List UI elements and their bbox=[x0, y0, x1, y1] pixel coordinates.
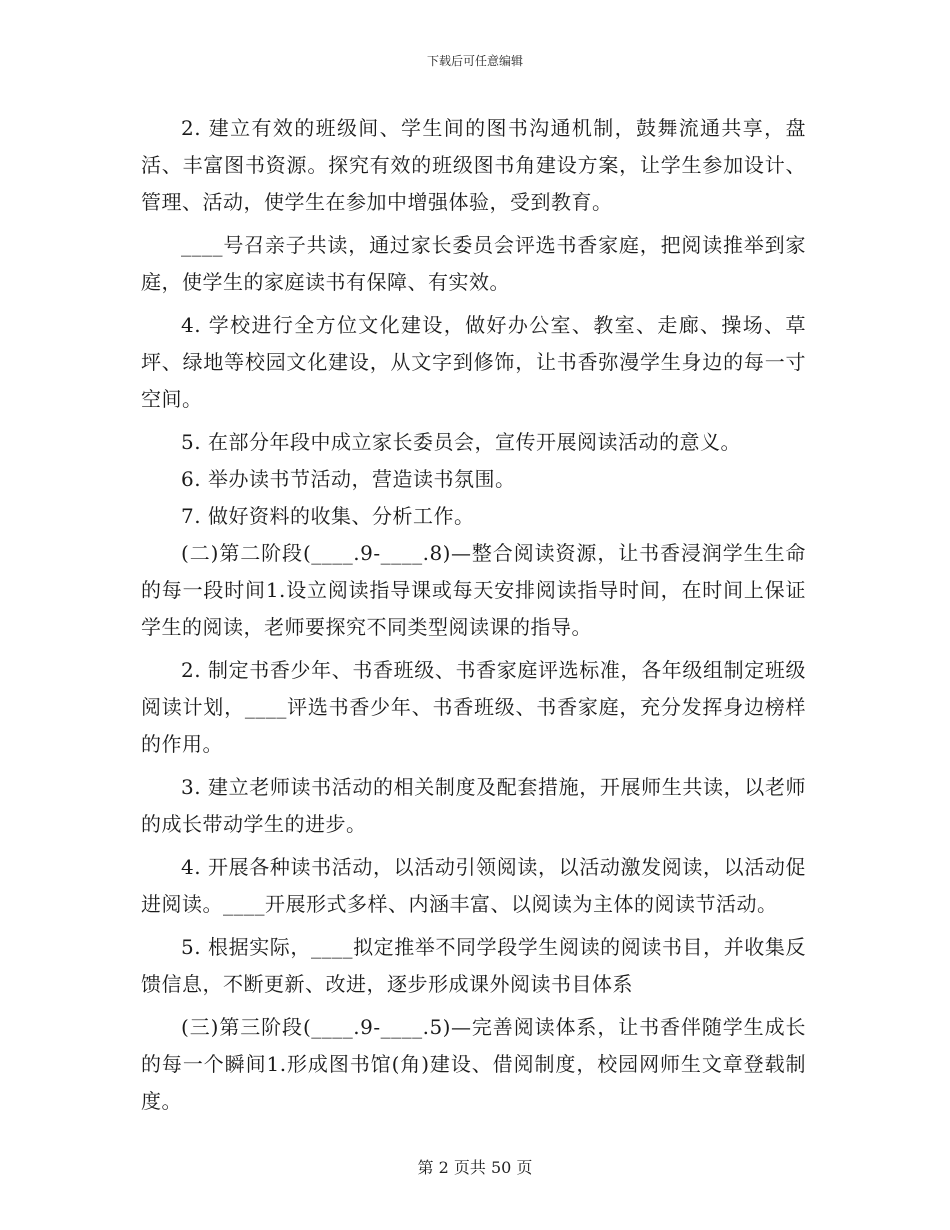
paragraph-10: 4. 开展各种读书活动，以活动引领阅读，以活动激发阅读，以活动促进阅读。____开展形式多样、内涵丰富、以阅读为主体的阅读节活动。 bbox=[141, 855, 806, 916]
paragraph-6: 7. 做好资料的收集、分析工作。 bbox=[181, 504, 475, 528]
page-number-footer: 第 2 页共 50 页 bbox=[417, 1158, 533, 1177]
paragraph-2: ____号召亲子共读，通过家长委员会评选书香家庭，把阅读推举到家庭，使学生的家庭读书有保障、有实效。 bbox=[141, 233, 806, 294]
page-header: 下载后可任意编辑 bbox=[426, 54, 523, 68]
paragraph-3: 4. 学校进行全方位文化建设，做好办公室、教室、走廊、操场、草坪、绿地等校园文化建设，从文字到修饰，让书香弥漫学生身边的每一寸空间。 bbox=[141, 313, 806, 411]
paragraph-11: 5. 根据实际，____拟定推举不同学段学生阅读的阅读书目，并收集反馈信息，不断更新、改进，逐步形成课外阅读书目体系 bbox=[141, 935, 806, 996]
paragraph-1: 2. 建立有效的班级间、学生间的图书沟通机制，鼓舞流通共享，盘活、丰富图书资源。探究有效的班级图书角建设方案，让学生参加设计、管理、活动，使学生在参加中增强体验，受到教育。 bbox=[141, 116, 806, 214]
paragraph-8: 2. 制定书香少年、书香班级、书香家庭评选标准，各年级组制定班级阅读计划，____评选书香少年、书香班级、书香家庭，充分发挥身边榜样的作用。 bbox=[141, 658, 806, 756]
paragraph-7: (二)第二阶段(____.9-____.8)—整合阅读资源，让书香浸润学生生命的每一段时间1.设立阅读指导课或每天安排阅读指导时间，在时间上保证学生的阅读，老师要探究不同类型阅读课的指导。 bbox=[141, 541, 806, 639]
paragraph-5: 6. 举办读书节活动，营造读书氛围。 bbox=[181, 467, 516, 491]
paragraph-9: 3. 建立老师读书活动的相关制度及配套措施，开展师生共读，以老师的成长带动学生的进步。 bbox=[141, 775, 806, 836]
document-body bbox=[141, 110, 806, 1126]
paragraph-12: (三)第三阶段(____.9-____.5)—完善阅读体系，让书香伴随学生成长的每一个瞬间1.形成图书馆(角)建设、借阅制度，校园网师生文章登载制度。 bbox=[141, 1015, 806, 1113]
paragraph-4: 5. 在部分年段中成立家长委员会，宣传开展阅读活动的意义。 bbox=[181, 430, 741, 454]
